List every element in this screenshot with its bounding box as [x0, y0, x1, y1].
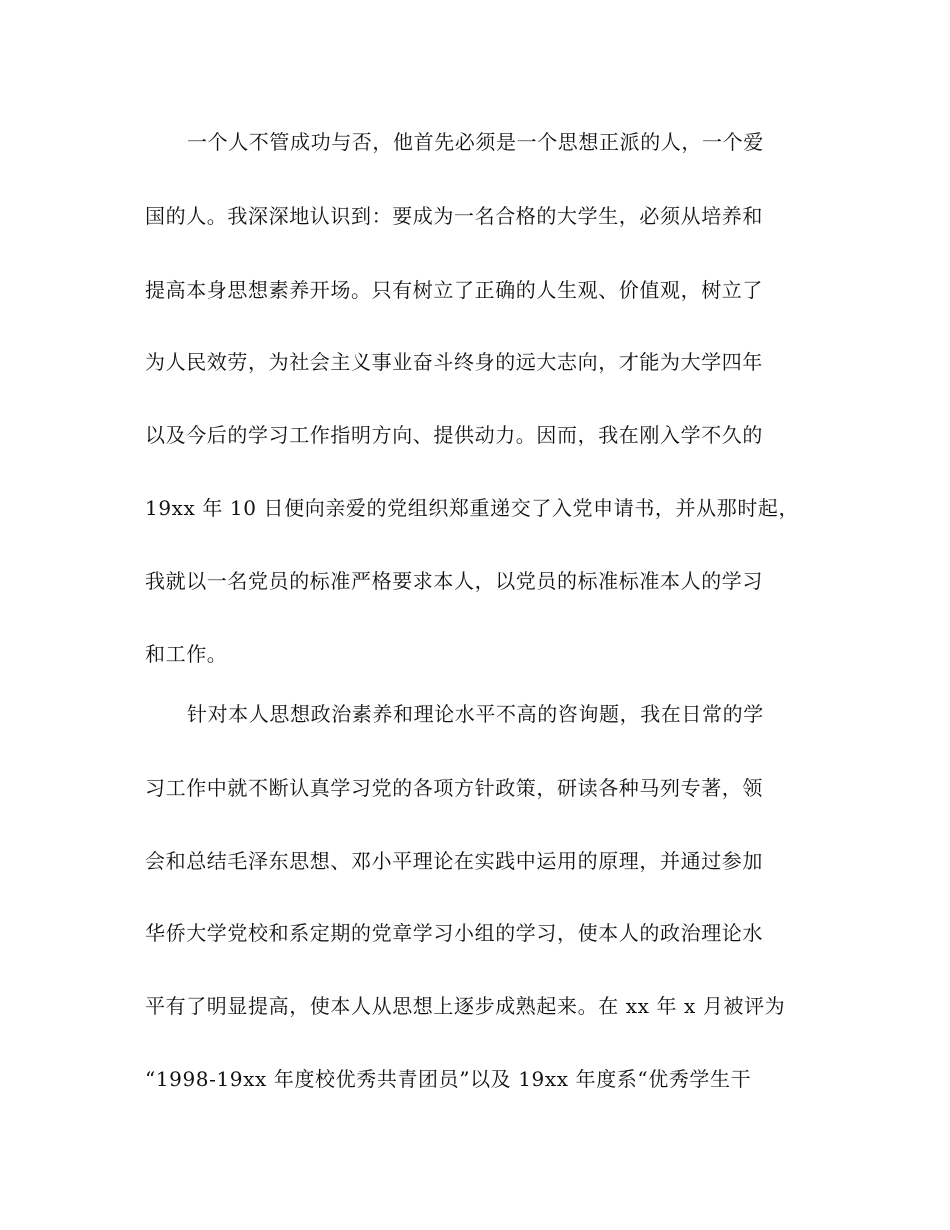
paragraph-line: 国的人。我深深地认识到：要成为一名合格的大学生，必须从培养和 — [145, 204, 763, 228]
paragraph-line: 和工作。 — [145, 642, 228, 666]
paragraph-line: 一个人不管成功与否，他首先必须是一个思想正派的人，一个爱 — [187, 130, 764, 154]
paragraph-line: 华侨大学党校和系定期的党章学习小组的学习，使本人的政治理论水 — [145, 921, 763, 945]
paragraph-line: 以及今后的学习工作指明方向、提供动力。因而，我在刚入学不久的 — [145, 423, 763, 447]
paragraph-line: 针对本人思想政治素养和理论水平不高的咨询题，我在日常的学 — [187, 702, 764, 726]
paragraph-line: 为人民效劳，为社会主义事业奋斗终身的远大志向，才能为大学四年 — [145, 350, 763, 374]
paragraph-line: 平有了明显提高，使本人从思想上逐步成熟起来。在 xx 年 x 月被评为 — [145, 994, 786, 1018]
paragraph-line: 我就以一名党员的标准严格要求本人，以党员的标准标准本人的学习 — [145, 569, 763, 593]
paragraph-line: 提高本身思想素养开场。只有树立了正确的人生观、价值观，树立了 — [145, 278, 763, 302]
paragraph-line: 会和总结毛泽东思想、邓小平理论在实践中运用的原理，并通过参加 — [145, 849, 763, 873]
paragraph-line: 习工作中就不断认真学习党的各项方针政策，研读各种马列专著，领 — [145, 776, 763, 800]
paragraph-line: “1998-19xx 年度校优秀共青团员”以及 19xx 年度系“优秀学生干 — [145, 1067, 752, 1091]
paragraph-line: 19xx 年 10 日便向亲爱的党组织郑重递交了入党申请书，并从那时起， — [145, 496, 800, 520]
